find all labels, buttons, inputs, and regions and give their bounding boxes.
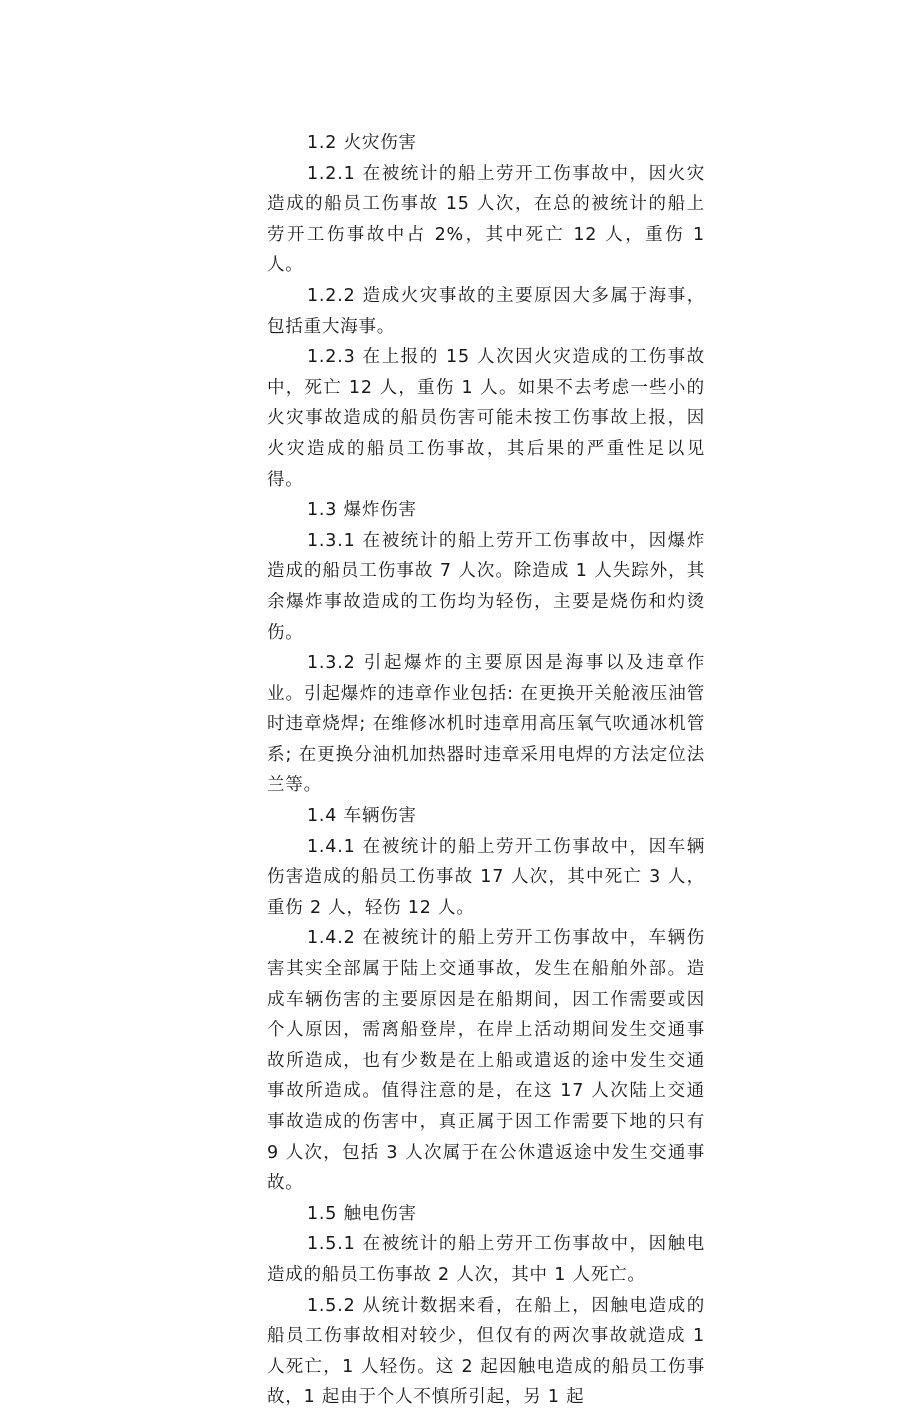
document-page: [267, 128, 705, 1414]
paragraph-1-5-2: 1.5.2 从统计数据来看，在船上，因触电造成的船员工伤事故相对较少，但仅有的两次事故就造成 1 人死亡，1 人轻伤。这 2 起因触电造成的船员工伤事故，1 起由于个人不慎所引起，另 1 起: [267, 1295, 705, 1408]
paragraph-1-3-1: 1.3.1 在被统计的船上劳开工伤事故中，因爆炸造成的船员工伤事故 7 人次。除造成 1 人失踪外，其余爆炸事故造成的工伤均为轻伤，主要是烧伤和灼烫伤。: [267, 530, 705, 643]
paragraph-1-4-1: 1.4.1 在被统计的船上劳开工伤事故中，因车辆伤害造成的船员工伤事故 17 人次，其中死亡 3 人，重伤 2 人，轻伤 12 人。: [267, 836, 705, 918]
paragraph-1-2-1: 1.2.1 在被统计的船上劳开工伤事故中，因火灾造成的船员工伤事故 15 人次，在总的被统计的船上劳开工伤事故中占 2%，其中死亡 12 人，重伤 1 人。: [267, 163, 705, 276]
paragraph-1-4-2: 1.4.2 在被统计的船上劳开工伤事故中，车辆伤害其实全部属于陆上交通事故，发生在船舶外部。造成车辆伤害的主要原因是在船期间，因工作需要或因个人原因，需离船登岸，在岸上活动期间发生交通事故所造成，也有少数是在上船或遣返的途中发生交通事故所造成。值得注意的是，在这 17 人次陆上交通事故造成的伤害中，真正属于因工作需要下地的只有 9 人次，包括 3 人次属于在公休遣返途中发生交通事故。: [267, 928, 705, 1194]
heading-1-4-vehicle-injury: 1.4 车辆伤害: [307, 806, 417, 827]
heading-1-5-electric-shock-injury: 1.5 触电伤害: [307, 1203, 417, 1224]
paragraph-1-5-1: 1.5.1 在被统计的船上劳开工伤事故中，因触电造成的船员工伤事故 2 人次，其中 1 人死亡。: [267, 1234, 705, 1285]
heading-1-2-fire-injury: 1.2 火灾伤害: [307, 133, 417, 153]
heading-1-3-explosion-injury: 1.3 爆炸伤害: [307, 500, 417, 521]
paragraph-1-2-2: 1.2.2 造成火灾事故的主要原因大多属于海事，包括重大海事。: [267, 285, 705, 337]
paragraph-1-2-3: 1.2.3 在上报的 15 人次因火灾造成的工伤事故中，死亡 12 人，重伤 1 人。如果不去考虑一些小的火灾事故造成的船员伤害可能未按工伤事故上报，因火灾造成的船员工伤事故，其后果的严重性足以见得。: [267, 347, 705, 490]
paragraph-1-3-2: 1.3.2 引起爆炸的主要原因是海事以及违章作业。引起爆炸的违章作业包括: 在更换开关舱液压油管时违章烧焊; 在维修冰机时违章用高压氧气吹通冰机管系; 在更换分油机加热器时违章采用电焊的方法定位法兰等。: [267, 653, 705, 796]
